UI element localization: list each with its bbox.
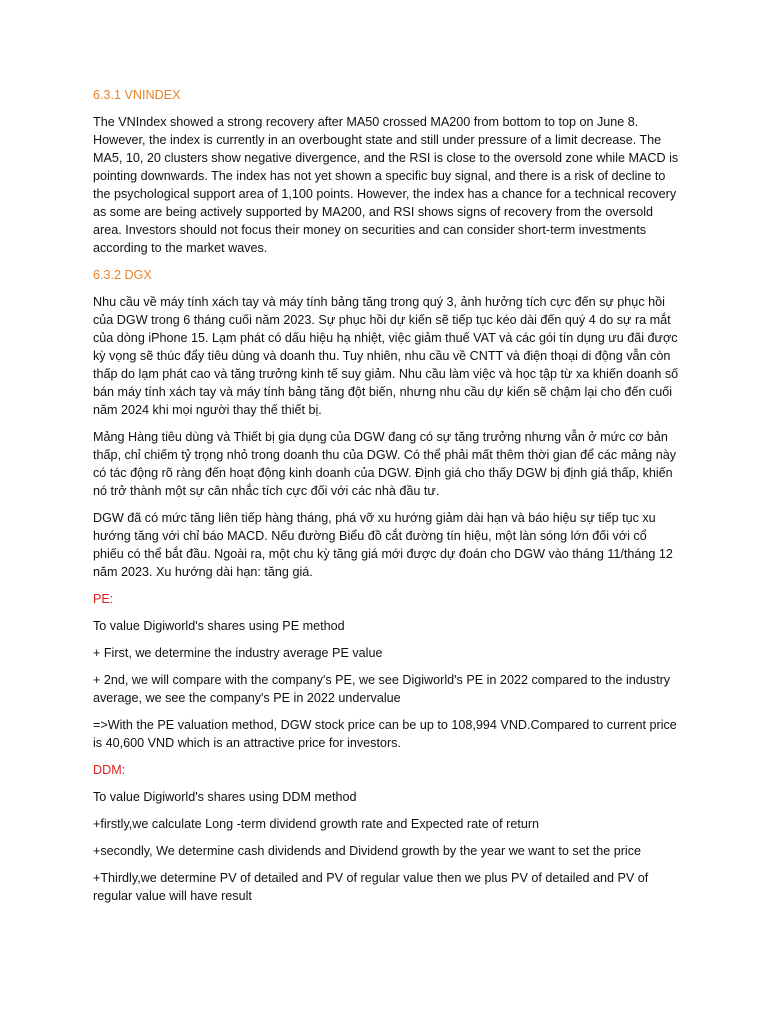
pe-line-conclusion: =>With the PE valuation method, DGW stock price can be up to 108,994 VND.Compared to current price is 40,600 VND which is an attractive price for investors.	[93, 718, 677, 750]
pe-line-first: + First, we determine the industry average PE value	[93, 646, 383, 660]
ddm-line-intro: To value Digiworld's shares using DDM method	[93, 790, 357, 804]
ddm-heading: DDM:	[93, 763, 126, 777]
pe-line-second: + 2nd, we will compare with the company's PE, we see Digiworld's PE in 2022 compared to the industry average, we see the company's PE in 2022 undervalue	[93, 673, 671, 705]
vnindex-paragraph: The VNIndex showed a strong recovery after MA50 crossed MA200 from bottom to top on June 8. However, the index is currently in an overbought state and still under pressure of a limit decrease. The MA5, 10, 20 clusters show negative divergence, and the RSI is close to the oversold zone while MACD is pointing downwards. The index has not yet shown a specific buy signal, and there is a risk of decline to the psychological support area of 1,100 points. However, the index has a chance for a technical recovery as some are being actively supported by MA200, and RSI shows signs of recovery from the oversold area. Investors should not focus their money on securities and can consider short-term investments according to the market waves.	[93, 115, 679, 255]
ddm-line-second: +secondly, We determine cash dividends and Dividend growth by the year we want to set the price	[93, 844, 642, 858]
dgx-paragraph-demand: Nhu cầu về máy tính xách tay và máy tính bảng tăng trong quý 3, ảnh hưởng tích cực đến sự phục hồi của DGW trong 6 tháng cuối năm 2023. Sự phục hồi dự kiến sẽ tiếp tục kéo dài đến quý 4 do sự ra mắt của dòng iPhone 15. Lạm phát có dấu hiệu hạ nhiệt, việc giảm thuế VAT và các gói tín dụng ưu đãi được kỳ vọng sẽ thúc đẩy tiêu dùng và doanh thu. Tuy nhiên, nhu cầu về CNTT và điện thoại di động vẫn còn thấp do lạm phát cao và tăng trưởng kinh tế suy giảm. Nhu cầu làm việc và học tập từ xa khiến doanh số bán máy tính xách tay và máy tính bảng tăng đột biến, nhưng nhu cầu dự kiến sẽ chậm lại cho đến cuối năm 2024 khi mọi người thay thế thiết bị.	[93, 295, 679, 417]
ddm-line-third: +Thirdly,we determine PV of detailed and PV of regular value then we plus PV of detailed and PV of regular value will have result	[93, 871, 649, 903]
dgx-paragraph-trend: DGW đã có mức tăng liên tiếp hàng tháng, phá vỡ xu hướng giảm dài hạn và báo hiệu sự tiếp tục xu hướng tăng với chỉ báo MACD. Nếu đường Biểu đồ cắt đường tín hiệu, một làn sóng lớn đối với cổ phiếu có thể bắt đầu. Ngoài ra, một chu kỳ tăng giá mới được dự đoán cho DGW vào tháng 11/tháng 12 năm 2023. Xu hướng dài hạn: tăng giá.	[93, 511, 673, 579]
section-heading-dgx: 6.3.2 DGX	[93, 268, 152, 282]
dgx-paragraph-consumer-goods: Mảng Hàng tiêu dùng và Thiết bị gia dụng của DGW đang có sự tăng trưởng nhưng vẫn ở mức cơ bản thấp, chỉ chiếm tỷ trọng nhỏ trong doanh thu của DGW. Có thể phải mất thêm thời gian để các mảng này có tác động rõ ràng đến hoạt động kinh doanh của DGW. Định giá cho thấy DGW bị định giá thấp, khiến nó trở thành một sự cân nhắc tích cực đối với các nhà đầu tư.	[93, 430, 677, 498]
section-heading-vnindex: 6.3.1 VNINDEX	[93, 88, 181, 102]
pe-heading: PE:	[93, 592, 114, 606]
pe-line-intro: To value Digiworld's shares using PE method	[93, 619, 345, 633]
ddm-line-first: +firstly,we calculate Long -term dividend growth rate and Expected rate of return	[93, 817, 540, 831]
document-page	[93, 86, 679, 914]
